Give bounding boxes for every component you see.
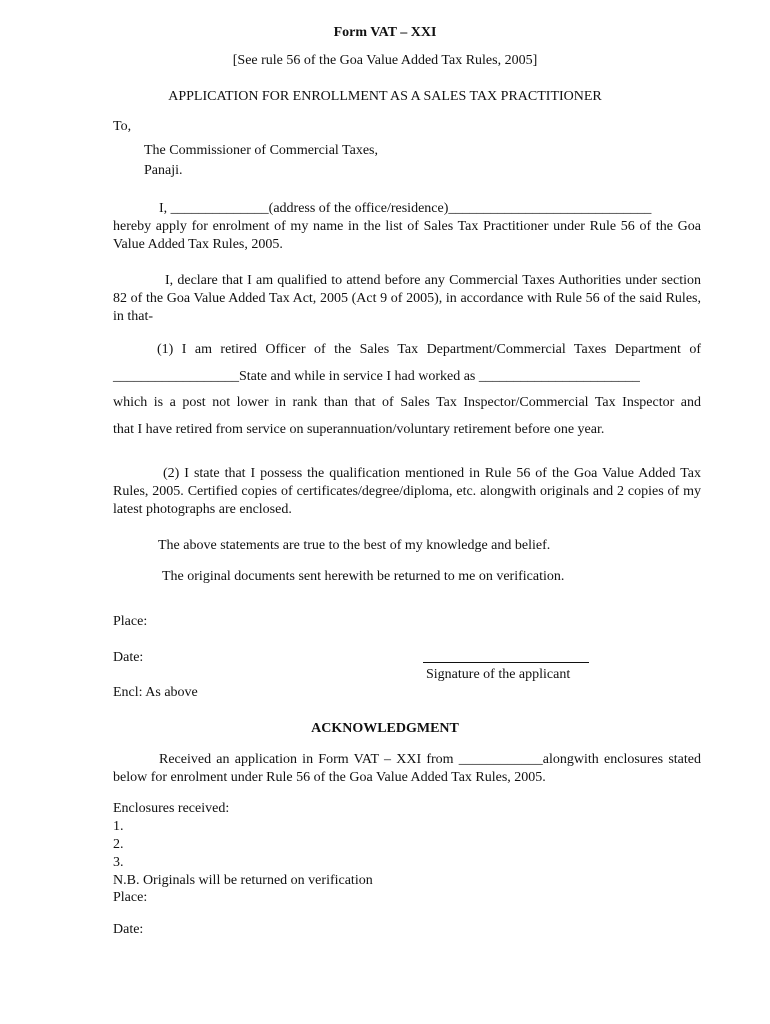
address-to: To, <box>113 119 132 134</box>
nb-note: N.B. Originals will be returned on verification <box>113 873 373 888</box>
item-2: (2) I state that I possess the qualification mentioned in Rule 56 of the Goa Value Added Tax Rules, 2005. Certified copies of certificates/degree/diploma, etc. alongwith originals and 2 copies of my latest photographs are enclosed. <box>113 466 701 517</box>
paragraph-1-rest: hereby apply for enrolment of my name in the list of Sales Tax Practitioner under Rule 56 of the Goa Value Added Tax Rules, 2005. <box>113 219 701 252</box>
enclosures-label: Enclosures received: <box>113 801 230 816</box>
item-1-line-1: (1) I am retired Officer of the Sales Tax Department/Commercial Taxes Department of <box>157 342 701 357</box>
acknowledgment-text: Received an application in Form VAT – XXI from ____________alongwith enclosures stated below for enrolment under Rule 56 of the Goa Value Added Tax Rules, 2005. <box>113 752 701 785</box>
signature-label: Signature of the applicant <box>426 667 571 682</box>
signature-line <box>423 662 589 663</box>
acknowledgment-heading: ACKNOWLEDGMENT <box>311 721 459 736</box>
enclosure-item: 3. <box>113 855 124 870</box>
address-line-2: Panaji. <box>144 163 183 178</box>
paragraph-2: I, declare that I am qualified to attend before any Commercial Taxes Authorities under section 82 of the Goa Value Added Tax Act, 2005 (Act 9 of 2005), in accordance with Rule 56 of the said Rules, in that- <box>113 273 701 324</box>
form-heading: APPLICATION FOR ENROLLMENT AS A SALES TAX PRACTITIONER <box>168 89 602 104</box>
enclosure-note: Encl: As above <box>113 685 198 700</box>
place-label: Place: <box>113 614 148 629</box>
paragraph-1-first-line: I, ______________(address of the office/residence)_____________________________ <box>159 201 652 216</box>
enclosure-item: 1. <box>113 819 124 834</box>
address-line-1: The Commissioner of Commercial Taxes, <box>144 143 378 158</box>
item-1-line-3: which is a post not lower in rank than that of Sales Tax Inspector/Commercial Tax Inspector and <box>113 395 701 410</box>
date-label: Date: <box>113 650 144 665</box>
form-title: Form VAT – XXI <box>333 25 437 40</box>
statement-return: The original documents sent herewith be returned to me on verification. <box>162 569 565 584</box>
rule-reference: [See rule 56 of the Goa Value Added Tax Rules, 2005] <box>232 53 538 68</box>
ack-date-label: Date: <box>113 922 144 937</box>
statement-true: The above statements are true to the best of my knowledge and belief. <box>158 538 551 553</box>
item-1-line-4: that I have retired from service on superannuation/voluntary retirement before one year. <box>113 422 605 437</box>
item-1-line-2: __________________State and while in service I had worked as _______________________ <box>113 369 640 384</box>
enclosure-item: 2. <box>113 837 124 852</box>
ack-place-label: Place: <box>113 890 148 905</box>
